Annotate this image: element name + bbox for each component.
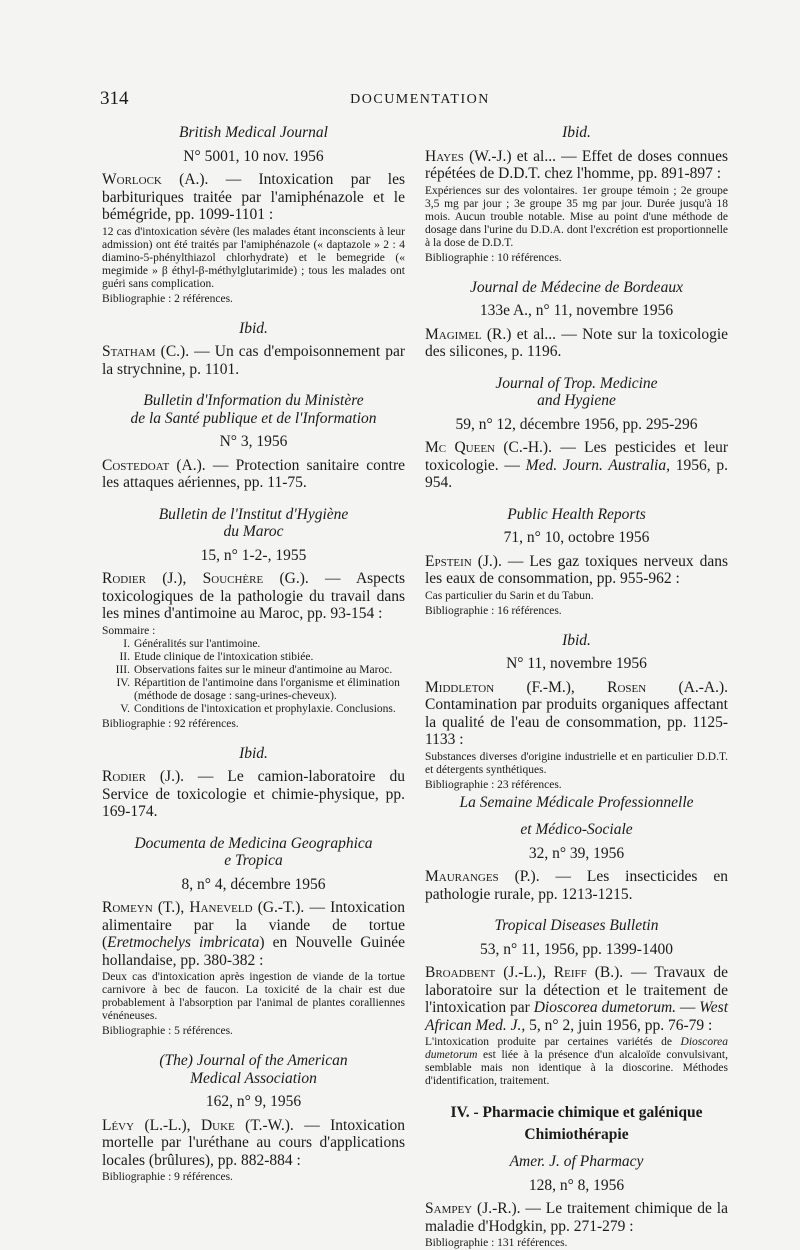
journal-title: Bulletin de l'Institut d'Hygiène bbox=[158, 505, 349, 523]
journal-title: Amer. J. of Pharmacy bbox=[509, 1153, 644, 1170]
source-ref: 1956, p. 954. bbox=[425, 456, 728, 491]
journal-title-line2: de la Santé publique et de l'Information bbox=[130, 409, 377, 427]
item-text: Observations faites sur le mineur d'antimoine au Maroc. bbox=[134, 663, 393, 676]
journal-title-line2: et Médico-Sociale bbox=[520, 821, 633, 838]
author-name: Rodier bbox=[102, 768, 146, 785]
article-note bbox=[425, 1036, 728, 1088]
item-number: IV. bbox=[116, 676, 130, 689]
bibliography: Bibliographie : 5 références. bbox=[102, 1025, 233, 1037]
right-column bbox=[425, 124, 728, 1250]
journal-issue: 128, n° 8, 1956 bbox=[528, 1176, 625, 1194]
author-name: Statham bbox=[102, 343, 156, 360]
journal-title: Bulletin d'Information du Ministère bbox=[143, 392, 364, 409]
journal-title-line2: e Tropica bbox=[224, 852, 283, 869]
item-number: V. bbox=[120, 702, 130, 715]
author-initials: (P.). bbox=[514, 868, 540, 885]
article-entry bbox=[425, 326, 728, 361]
article-note: 12 cas d'intoxication sévère (les malades étant inconscients à leur admission) ont été traités par l'amiphénazole (« daptazole » 2 : 4 diamino-5-phénylthiazol chlorhydrate) et le bemegride (« megimide » β éthyl-β-méthylglutarimide) ; tous les malades ont guéri sans complication. bbox=[102, 225, 405, 290]
author-name: Mauranges bbox=[425, 868, 499, 885]
article-entry bbox=[425, 964, 728, 1034]
note-text: L'intoxication produite par certaines variétés de bbox=[425, 1036, 681, 1048]
article-title: — Un cas d'empoisonnement par la strychnine, p. 1101. bbox=[102, 343, 406, 378]
author-initials: (C.-H.). bbox=[503, 439, 552, 456]
author-initials: (F.-M.), bbox=[526, 678, 575, 696]
bibliography: Bibliographie : 9 références. bbox=[102, 1171, 233, 1183]
page-number: 314 bbox=[100, 88, 129, 109]
article-title: — Aspects toxicologiques de la pathologie du travail dans les mines d'antimoine au Maroc, pp. 93-154 : bbox=[102, 570, 406, 622]
journal-title: Journal de Médecine de Bordeaux bbox=[470, 278, 683, 296]
article-title: — Les pesticides et leur toxicologie. — bbox=[425, 439, 728, 474]
article-title: — Protection sanitaire contre les attaques aériennes, pp. 11-75. bbox=[102, 456, 405, 491]
article-note: Deux cas d'intoxication après ingestion de viande de la tortue carnivore à bec de faucon. La toxicité de la chair est due probablement à l'absorption par l'animal de plantes coralliennes vénéneuses. bbox=[102, 971, 405, 1022]
article-title: — Note sur la toxicologie des silicones, p. 1196. bbox=[425, 325, 729, 360]
article-title: — Intoxication mortelle par l'uréthane au cours d'applications locales (brûlures), pp. 882-884 : bbox=[102, 1116, 405, 1169]
author-name: Haneveld bbox=[189, 899, 253, 916]
article-entry bbox=[102, 343, 405, 378]
list-item bbox=[108, 664, 405, 677]
ibid-label: Ibid. bbox=[562, 124, 591, 141]
article-title: — Les gaz toxiques nerveux dans les eaux de consommation, pp. 955-962 : bbox=[425, 552, 728, 587]
article-entry bbox=[425, 679, 728, 749]
author-name: Costedoat bbox=[102, 456, 170, 474]
journal-issue: 32, n° 39, 1956 bbox=[528, 844, 625, 862]
author-initials: (T.), bbox=[157, 899, 185, 916]
author-name: Sampey bbox=[425, 1200, 473, 1217]
item-text: Conditions de l'intoxication et prophylaxie. Conclusions. bbox=[134, 702, 396, 715]
journal-issue: 71, n° 10, octobre 1956 bbox=[503, 529, 650, 546]
journal-title: Documenta de Medicina Geographica bbox=[134, 834, 373, 852]
author-name: Lévy bbox=[102, 1116, 135, 1134]
journal-title-line2: Medical Association bbox=[190, 1069, 317, 1087]
article-entry bbox=[425, 553, 728, 588]
bibliography: Bibliographie : 16 références. bbox=[425, 604, 562, 617]
journal-issue: 15, n° 1-2-, 1955 bbox=[200, 546, 307, 564]
separator: — bbox=[676, 999, 700, 1016]
item-text: Généralités sur l'antimoine. bbox=[134, 637, 261, 650]
author-name: Souchère bbox=[202, 570, 264, 587]
journal-title: British Medical Journal bbox=[179, 124, 328, 141]
author-name: Rodier bbox=[102, 570, 146, 587]
journal-title: Tropical Diseases Bulletin bbox=[494, 917, 659, 934]
article-title: — Le traitement chimique de la maladie d'Hodgkin, pp. 271-279 : bbox=[425, 1200, 728, 1235]
article-title: Contamination par produits organiques affectant la qualité de l'eau de consommation, pp. 1125-1133 : bbox=[425, 696, 728, 748]
author-initials: (T.-W.). bbox=[245, 1116, 294, 1134]
author-name: Middleton bbox=[425, 678, 495, 696]
bibliography: Bibliographie : 2 références. bbox=[102, 292, 233, 305]
journal-issue: N° 5001, 10 nov. 1956 bbox=[183, 147, 324, 165]
article-title: — Le camion-laboratoire du Service de toxicologie et chimie-physique, pp. 169-174. bbox=[102, 768, 406, 820]
article-entry bbox=[425, 1200, 728, 1235]
list-item bbox=[108, 677, 405, 703]
article-title: — Intoxication par les barbituriques traitée par l'amiphénazole et le bémégride, pp. 1099-1101 : bbox=[102, 171, 406, 223]
author-name: Magimel bbox=[425, 325, 482, 343]
article-entry bbox=[102, 899, 405, 969]
author-initials: (A.). bbox=[179, 171, 209, 188]
ibid-label: Ibid. bbox=[239, 744, 268, 762]
running-head: DOCUMENTATION bbox=[350, 92, 490, 107]
bibliography: Bibliographie : 23 références. bbox=[425, 778, 562, 791]
bibliography: Bibliographie : 92 références. bbox=[102, 717, 239, 730]
bibliography: Bibliographie : 10 références. bbox=[425, 251, 562, 264]
author-initials: (J.). bbox=[477, 552, 502, 570]
ibid-label: Ibid. bbox=[239, 319, 268, 337]
author-initials: (R.) et al... bbox=[486, 325, 557, 343]
author-name: Rosen bbox=[607, 678, 647, 696]
author-name: Broadbent bbox=[425, 964, 496, 981]
article-entry bbox=[425, 868, 728, 903]
author-initials: (G.-T.). bbox=[257, 899, 305, 916]
list-item bbox=[108, 703, 405, 716]
journal-title: Public Health Reports bbox=[507, 505, 646, 523]
article-entry bbox=[425, 439, 728, 492]
author-initials: (J.). bbox=[159, 768, 184, 785]
journal-issue: 53, n° 11, 1956, pp. 1399-1400 bbox=[480, 940, 673, 958]
journal-title-line2: and Hygiene bbox=[537, 392, 616, 409]
item-text: Répartition de l'antimoine dans l'organisme et élimination (méthode de dosage : sang-urines-cheveux). bbox=[134, 676, 400, 702]
journal-title: Journal of Trop. Medicine bbox=[495, 374, 658, 392]
item-number: I. bbox=[123, 637, 130, 650]
note-text-end: est liée à la présence d'un alcaloïde convulsivant, semblable mais non identique à la dioscorine. Méthodes d'identification, traitement. bbox=[425, 1049, 728, 1087]
article-entry bbox=[102, 570, 405, 623]
article-entry bbox=[102, 768, 405, 821]
article-entry bbox=[425, 148, 728, 183]
journal-title: (The) Journal of the American bbox=[159, 1052, 348, 1069]
species-name: Eretmochelys imbricata bbox=[107, 934, 260, 951]
page-header bbox=[100, 88, 740, 112]
author-initials: (A.). bbox=[176, 456, 206, 474]
journal-title: La Semaine Médicale Professionnelle bbox=[459, 793, 694, 811]
journal-issue: 162, n° 9, 1956 bbox=[205, 1093, 302, 1110]
author-name: Reiff bbox=[553, 964, 587, 981]
article-title: — Travaux de laboratoire sur la détection et le traitement de l'intoxication par bbox=[425, 964, 728, 1016]
article-note: Expériences sur des volontaires. 1er groupe témoin ; 2e groupe 3,5 mg par jour ; 3e groupe 35 mg par jour. Durée jusqu'à 18 mois. Aucun trouble notable. Mise au point d'une méthode de dosage dans l'urine du D.D.A. dont l'excrétion est proportionnelle à la dose de D.D.T. bbox=[425, 184, 728, 249]
item-number: III. bbox=[115, 663, 130, 676]
author-initials: (W.-J.) et al... bbox=[469, 147, 556, 165]
source-ref: 5, n° 2, juin 1956, pp. 76-79 : bbox=[525, 1016, 713, 1034]
item-text: Etude clinique de l'intoxication stibiée. bbox=[134, 650, 314, 663]
article-title-end: ) en Nouvelle Guinée hollandaise, pp. 380-382 : bbox=[102, 934, 405, 969]
journal-issue: 8, n° 4, décembre 1956 bbox=[181, 875, 326, 893]
journal-issue: N° 3, 1956 bbox=[219, 433, 288, 450]
bibliography: Bibliographie : 131 références. bbox=[425, 1237, 568, 1249]
ibid-label: Ibid. bbox=[562, 631, 591, 649]
author-initials: (L.-L.), bbox=[144, 1116, 191, 1134]
author-initials: (J.-R.). bbox=[477, 1200, 521, 1217]
sommaire-list bbox=[102, 638, 405, 716]
author-initials: (B.). bbox=[594, 964, 624, 981]
author-initials: (J.-L.), bbox=[503, 964, 546, 981]
species-name: Dioscorea dumetorum. bbox=[533, 999, 677, 1016]
species-name: Dioscorea dumetorum bbox=[425, 1036, 728, 1061]
author-name: Epstein bbox=[425, 552, 472, 570]
author-name: Hayes bbox=[425, 147, 464, 165]
section-heading: IV. - Pharmacie chimique et galénique bbox=[450, 1104, 703, 1121]
source-journal: Med. Journ. Australia, bbox=[525, 456, 670, 474]
article-note: Substances diverses d'origine industrielle et en particulier D.D.T. et détergents synthétiques. bbox=[425, 750, 728, 776]
article-note: Cas particulier du Sarin et du Tabun. bbox=[425, 589, 594, 602]
author-name: Romeyn bbox=[102, 899, 153, 916]
item-number: II. bbox=[119, 650, 130, 663]
article-entry bbox=[102, 171, 405, 224]
article-title: — Intoxication alimentaire par la viande de tortue ( bbox=[102, 899, 406, 951]
list-item bbox=[108, 651, 405, 664]
journal-issue: 59, n° 12, décembre 1956, pp. 295-296 bbox=[455, 415, 698, 433]
author-initials: (A.-A.). bbox=[678, 678, 729, 696]
author-initials: (C.). bbox=[160, 343, 190, 360]
article-entry bbox=[102, 457, 405, 492]
left-column bbox=[102, 124, 405, 1184]
journal-issue: N° 11, novembre 1956 bbox=[506, 655, 647, 672]
article-title: — Les insecticides en pathologie rurale, pp. 1213-1215. bbox=[425, 868, 728, 903]
article-entry bbox=[102, 1117, 405, 1170]
author-initials: (G.). bbox=[279, 570, 309, 587]
author-name: Mc Queen bbox=[425, 439, 495, 456]
journal-issue: 133e A., n° 11, novembre 1956 bbox=[479, 302, 674, 319]
sommaire-label: Sommaire : bbox=[102, 624, 156, 637]
article-title: — Effet de doses connues répétées de D.D.T. chez l'homme, pp. 891-897 : bbox=[425, 147, 729, 182]
list-item bbox=[108, 638, 405, 651]
section-subheading: Chimiothérapie bbox=[524, 1125, 629, 1143]
author-name: Duke bbox=[200, 1116, 235, 1134]
author-name: Worlock bbox=[102, 171, 162, 188]
source-journal: West African Med. J., bbox=[425, 999, 729, 1034]
author-initials: (J.), bbox=[162, 570, 187, 587]
journal-title-line2: du Maroc bbox=[223, 523, 284, 540]
